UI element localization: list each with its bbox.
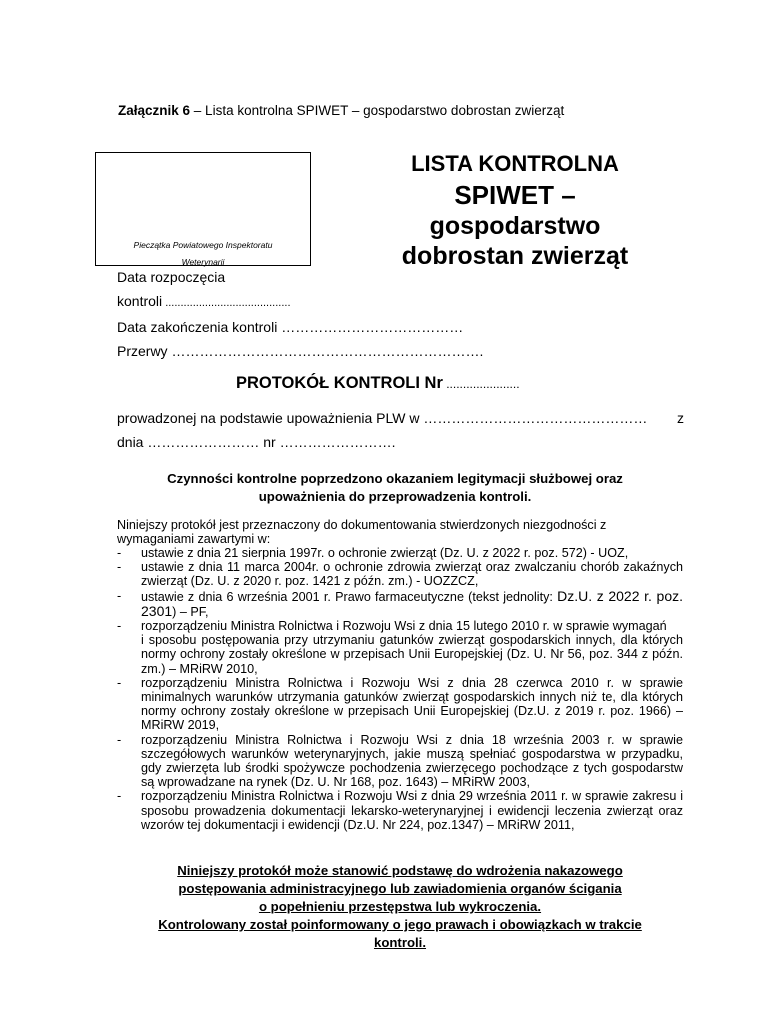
stamp-box [95, 152, 311, 266]
authorization-section [117, 406, 684, 454]
stamp-caption-line2: Weterynarii [181, 257, 225, 267]
breaks-field[interactable]: Przerwy …………………………………………………………. [117, 343, 484, 359]
protocol-number-field[interactable]: ...................... [442, 377, 520, 391]
authorization-line2[interactable]: dnia …………………… nr ……………………. [117, 434, 396, 450]
authorization-line1-end: z [677, 410, 684, 426]
annex-title: – Lista kontrolna SPIWET – gospodarstwo dobrostan zwierząt [190, 103, 565, 118]
legitimation-line1: Czynności kontrolne poprzedzono okazaniem legitymacji służbowej oraz [167, 471, 623, 486]
list-item [117, 589, 683, 619]
list-item: - ustawie z dnia 11 marca 2004r. o ochronie zdrowia zwierząt oraz zwalczaniu chorób zakaźnych zwierząt (Dz. U. z 2020 r. poz. 1421 z późn. zm.) - UOZZCZ, [117, 560, 683, 588]
legitimation-notice [140, 470, 650, 506]
law-text: ustawie z dnia 6 września 2001 r. Prawo farmaceutyczne (tekst jednolity: [141, 589, 558, 604]
list-item: - rozporządzeniu Ministra Rolnictwa i Rozwoju Wsi z dnia 18 września 2003 r. w sprawie szczegółowych warunków weterynaryjnych, jakie muszą spełniać gospodarstwa w przypadku, gdy zwierzęta lub środki spożywcze pochodzenia zwierzęcego pochodzące z tych gospodarstw są wprowadzane na rynek (Dz. U. Nr 168, poz. 1643) – MRiRW 2003, [117, 733, 683, 790]
authorization-line1[interactable]: prowadzonej na podstawie upoważnienia PLW w ………………………………………… [117, 410, 648, 426]
final-line1: Niniejszy protokół może stanowić podstawę do wdrożenia nakazowego [177, 863, 623, 878]
protocol-heading [236, 374, 520, 393]
law-text: - rozporządzeniu Ministra Rolnictwa i Rozwoju Wsi z dnia 15 lutego 2010 r. w sprawie wymagań [141, 619, 667, 634]
list-item: - ustawie z dnia 21 sierpnia 1997r. o ochronie zwierząt (Dz. U. z 2022 r. poz. 572) - UOZ, [117, 546, 683, 560]
final-line4: Kontrolowany został poinformowany o jego prawach i obowiązkach w trakcie [158, 917, 642, 932]
stamp-caption-line1: Pieczątka Powiatowego Inspektoratu [133, 240, 273, 250]
final-line5: kontroli. [373, 935, 427, 950]
law-text-cont: i sposobu postępowania przy utrzymaniu gatunków zwierząt gospodarskich innych, dla których normy ochrony zostały określone w przepisach Unii Europejskiej (Dz. U. Nr 56, poz. 344 z późn. zm.) – MRiRW 2010, [141, 633, 683, 676]
start-date-dots: ......................................... [162, 297, 291, 309]
legitimation-line2: upoważnienia do przeprowadzenia kontroli. [258, 489, 532, 504]
dates-section [117, 265, 483, 363]
start-date-label: Data rozpoczęcia [117, 269, 226, 285]
annex-header [118, 103, 564, 118]
intro-paragraph: Niniejszy protokół jest przeznaczony do dokumentowania stwierdzonych niezgodności z wymaganiami zawartymi w: [117, 518, 607, 547]
final-line2: postępowania administracyjnego lub zawiadomienia organów ścigania [178, 881, 622, 896]
document-title [376, 149, 654, 271]
title-line1: LISTA KONTROLNA [411, 151, 619, 176]
protocol-title: PROTOKÓŁ KONTROLI Nr [236, 374, 443, 392]
title-line2: SPIWET – [454, 180, 576, 210]
law-citation: Dz.U. z 2022 r. poz. 2301 [141, 587, 683, 619]
list-item: - rozporządzeniu Ministra Rolnictwa i Rozwoju Wsi z dnia 29 września 2011 r. w sprawie zakresu i sposobu prowadzenia dokumentacji lekarsko-weterynaryjnej i ewidencji leczenia zwierząt oraz wzorów tej dokumentacji i ewidencji (Dz.U. Nr 224, poz.1347) – MRiRW 2011, [117, 789, 683, 832]
final-line3: o popełnieniu przestępstwa lub wykroczenia. [258, 899, 542, 914]
list-item [117, 619, 683, 676]
legal-basis-list [117, 546, 683, 832]
final-notice [130, 862, 670, 952]
end-date-field[interactable]: Data zakończenia kontroli ………………………………… [117, 319, 464, 335]
title-line4: dobrostan zwierząt [401, 242, 629, 270]
start-date-label-cont: kontroli [117, 293, 163, 309]
annex-label: Załącznik 6 [118, 103, 191, 118]
list-item: - rozporządzeniu Ministra Rolnictwa i Rozwoju Wsi z dnia 28 czerwca 2010 r. w sprawie minimalnych warunków utrzymania gatunków zwierząt gospodarskich innych niż te, dla których normy ochrony zostały określone w przepisach Unii Europejskiej (Dz.U. z 2019 r. poz. 1966) – MRiRW 2019, [117, 676, 683, 733]
title-line3: gospodarstwo [429, 212, 601, 240]
start-date-field[interactable] [117, 289, 483, 315]
law-suffix: ) – PF, [172, 604, 209, 619]
